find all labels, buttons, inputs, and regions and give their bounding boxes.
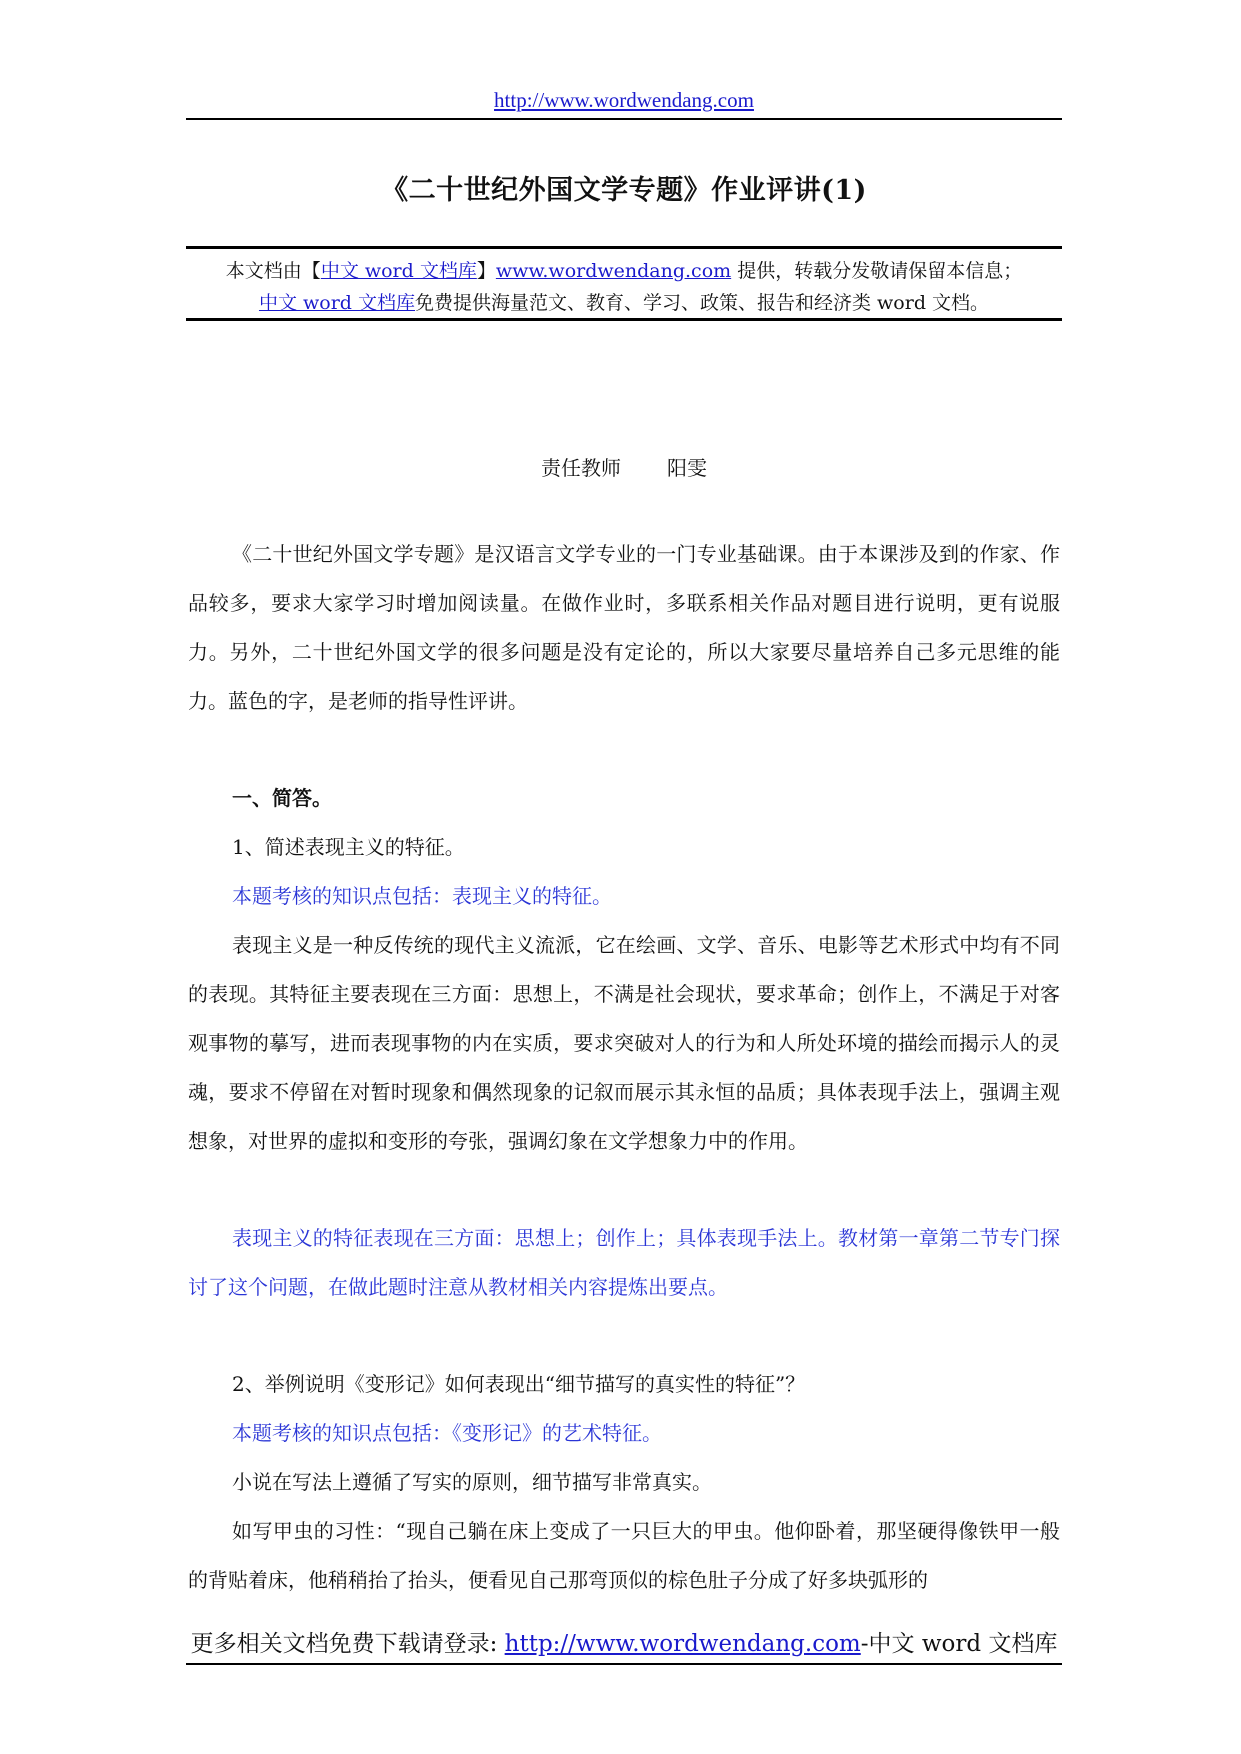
notice-line-1 xyxy=(186,256,1062,283)
question-1-answer: 表现主义是一种反传统的现代主义流派，它在绘画、文学、音乐、电影等艺术形式中均有不同的表现。其特征主要表现在三方面：思想上，不满是社会现状，要求革命；创作上，不满足于对客观事物的摹写，进而表现事物的内在实质，要求突破对人的行为和人所处环境的描绘而揭示人的灵魂，要求不停留在对暂时现象和偶然现象的记叙而展示其永恒的品质；具体表现手法上，强调主观想象，对世界的虚拟和变形的夸张，强调幻象在文学想象力中的作用。 xyxy=(188,933,1060,1153)
notice-url-link[interactable]: www.wordwendang.com xyxy=(495,260,732,282)
footer-line xyxy=(186,1625,1062,1658)
author-name: 阳雯 xyxy=(667,456,707,480)
footer-suffix: -中文 word 文档库 xyxy=(860,1631,1058,1657)
question-2-answer-1: 小说在写法上遵循了写实的原则，细节描写非常真实。 xyxy=(232,1470,712,1494)
notice-mid: 】 xyxy=(476,260,496,282)
notice-library-link[interactable]: 中文 word 文档库 xyxy=(320,260,477,282)
notice-top-divider xyxy=(186,246,1062,249)
question-1-comment: 表现主义的特征表现在三方面：思想上；创作上；具体表现手法上。教材第一章第二节专门探讨了这个问题，在做此题时注意从教材相关内容提炼出要点。 xyxy=(188,1226,1060,1299)
question-2-knowledge: 本题考核的知识点包括：《变形记》的艺术特征。 xyxy=(232,1421,662,1445)
header-url xyxy=(186,88,1062,113)
footer-url-link[interactable]: http://www.wordwendang.com xyxy=(504,1631,861,1657)
question-1: 1、简述表现主义的特征。 xyxy=(232,835,465,859)
question-1-knowledge: 本题考核的知识点包括：表现主义的特征。 xyxy=(232,884,612,908)
notice-prefix: 本文档由【 xyxy=(225,260,321,282)
footer-prefix: 更多相关文档免费下载请登录: xyxy=(190,1631,505,1657)
section-heading: 一、简答。 xyxy=(232,786,332,810)
header-url-link[interactable]: http://www.wordwendang.com xyxy=(494,88,754,112)
notice-library-link-2[interactable]: 中文 word 文档库 xyxy=(258,292,415,314)
document-title: 《二十世纪外国文学专题》作业评讲(1) xyxy=(381,175,867,206)
footer-divider xyxy=(186,1663,1062,1665)
notice-bottom-divider xyxy=(186,318,1062,321)
notice-line2-text: 免费提供海量范文、教育、学习、政策、报告和经济类 word 文档。 xyxy=(415,292,990,314)
author-role: 责任教师 xyxy=(541,456,621,480)
question-2: 2、举例说明《变形记》如何表现出“细节描写的真实性的特征”？ xyxy=(232,1372,806,1396)
header-divider xyxy=(186,118,1062,120)
question-2-answer-2: 如写甲虫的习性：“现自己躺在床上变成了一只巨大的甲虫。他仰卧着，那坚硬得像铁甲一般的背贴着床，他稍稍抬了抬头，便看见自己那弯顶似的棕色肚子分成了好多块弧形的 xyxy=(188,1519,1060,1592)
notice-suffix: 提供，转载分发敬请保留本信息； xyxy=(731,260,1023,282)
intro-paragraph: 《二十世纪外国文学专题》是汉语言文学专业的一门专业基础课。由于本课涉及到的作家、作品较多，要求大家学习时增加阅读量。在做作业时，多联系相关作品对题目进行说明，更有说服力。另外，二十世纪外国文学的很多问题是没有定论的，所以大家要尽量培养自己多元思维的能力。蓝色的字，是老师的指导性评讲。 xyxy=(188,542,1060,713)
notice-line-2 xyxy=(186,288,1062,315)
author-line xyxy=(186,452,1062,481)
